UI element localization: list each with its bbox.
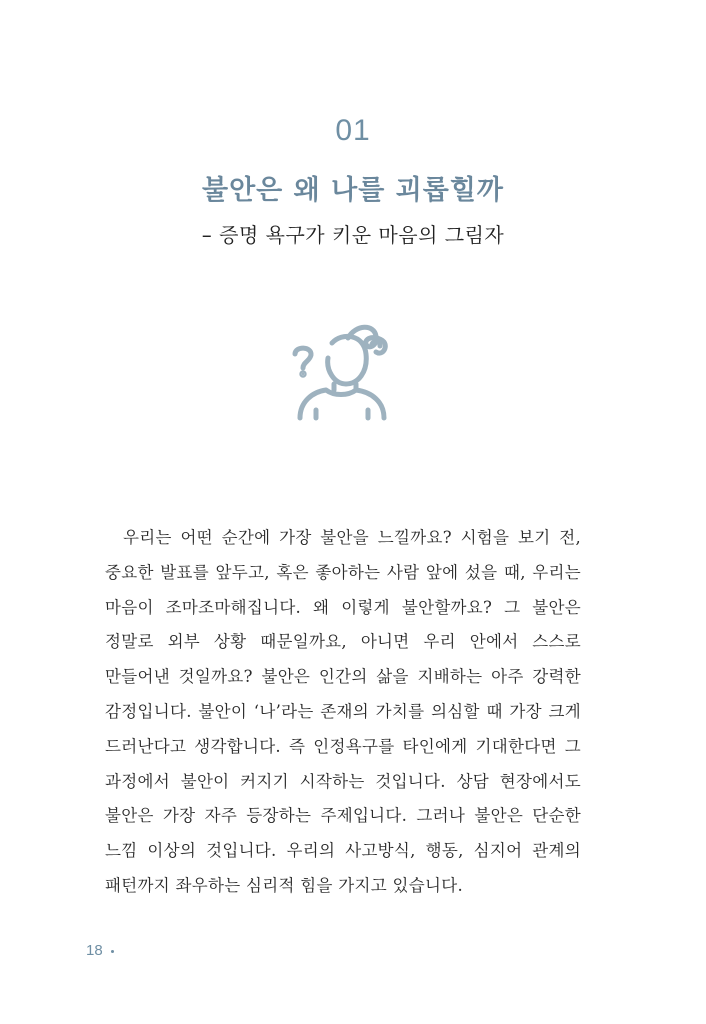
chapter-number: 01 xyxy=(335,114,371,147)
chapter-subtitle: – 증명 욕구가 키운 마음의 그림자 xyxy=(201,223,505,247)
body-paragraph: 우리는 어떤 순간에 가장 불안을 느낄까요? 시험을 보기 전, 중요한 발표를 앞두고, 혹은 좋아하는 사람 앞에 섰을 때, 우리는 마음이 조마조마해집니다. 왜 이렇게 불안할까요? 그 불안은 정말로 외부 상황 때문일까요, 아니면 우리 안에서 스스로 만들어낸 것일까요? 불안은 인간의 삶을 지배하는 아주 강력한 감정입니다. 불안이 ‘나’라는 존재의 가치를 의심할 때 가장 크게 드러난다고 생각합니다. 즉 인정욕구를 타인에게 기대한다면 그 과정에서 불안이 커지기 시작하는 것입니다. 상담 현장에서도 불안은 가장 자주 등장하는 주제입니다. 그러나 불안은 단순한 느낌 이상의 것입니다. 우리의 사고방식, 행동, 심지어 관계의 패턴까지 좌우하는 심리적 힘을 가지고 있습니다. xyxy=(105,528,581,895)
page-footer xyxy=(86,942,114,959)
anxious-person-icon xyxy=(286,318,398,426)
chapter-title: 불안은 왜 나를 괴롭힐까 xyxy=(201,175,505,206)
page-number: 18 xyxy=(86,942,103,959)
bullet-dot xyxy=(111,950,114,953)
